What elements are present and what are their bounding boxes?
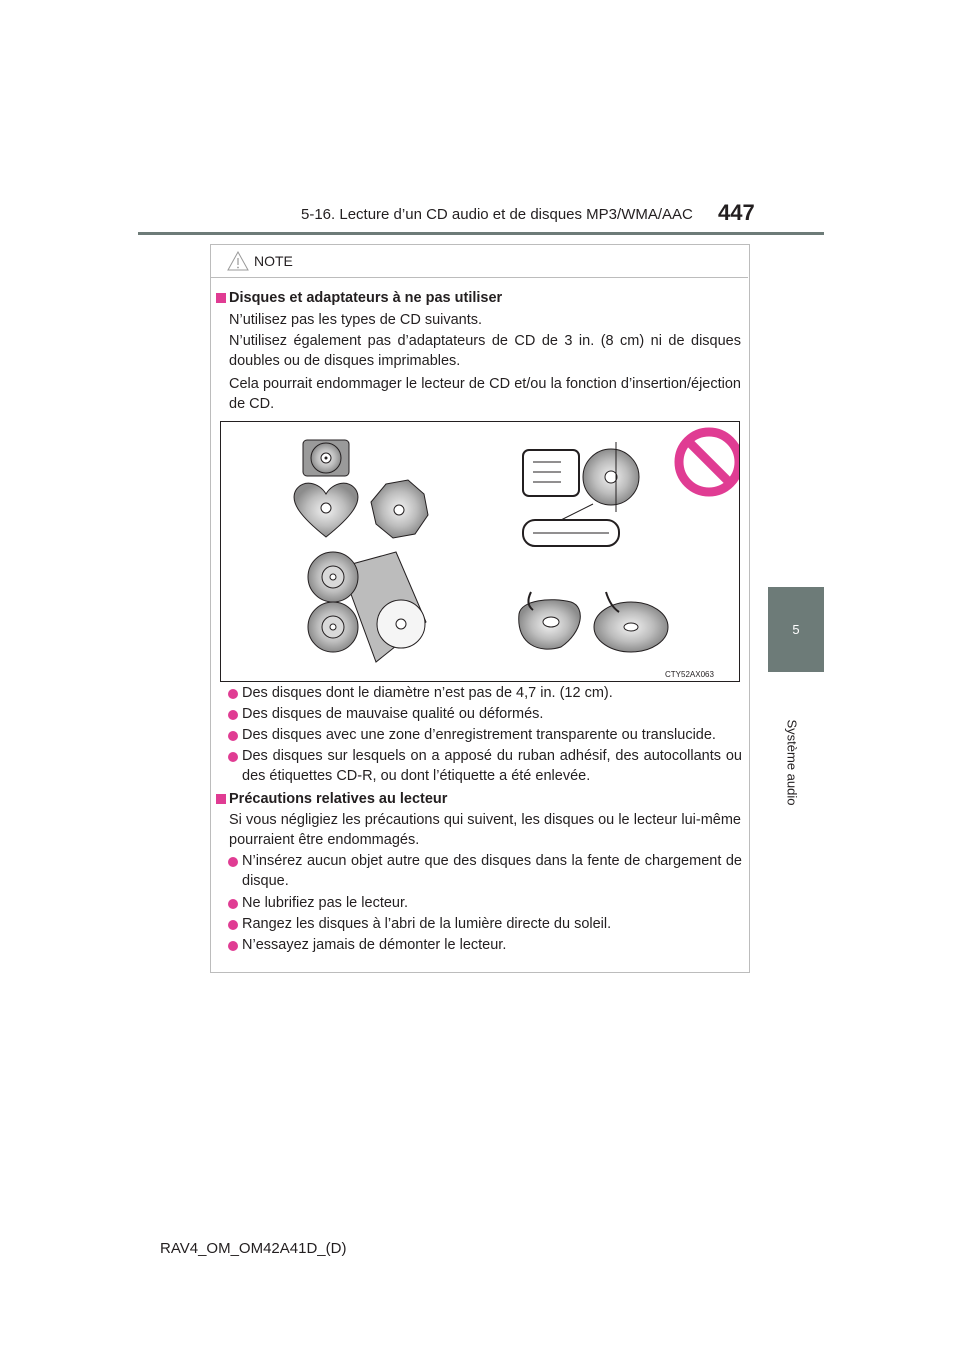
bullet-icon: [228, 899, 238, 909]
prohibited-icon: [679, 432, 739, 492]
section2-heading: Précautions relatives au lecteur: [229, 791, 448, 807]
bullet-icon: [228, 731, 238, 741]
list-item: N’essayez jamais de démonter le lecteur.: [242, 937, 507, 953]
section1-p2: N’utilisez également pas d’adaptateurs de CD de 3 in. (8 cm) ni de disques doubles ou de disques imprimables.: [229, 333, 741, 369]
list-item: N’insérez aucun objet autre que des disques dans la fente de chargement de disque.: [242, 853, 742, 889]
section-marker-icon: [216, 293, 226, 303]
list-item: Rangez les disques à l’abri de la lumière directe du soleil.: [242, 916, 612, 932]
bullet-icon: [228, 710, 238, 720]
chapter-side-label-text: Système audio: [784, 719, 800, 806]
bullet-icon: [228, 857, 238, 867]
heart-shaped-disc-icon: [294, 483, 358, 537]
page-number: 447: [718, 200, 755, 225]
section1-p1: N’utilisez pas les types de CD suivants.: [229, 312, 483, 328]
disc-with-label-detail-icon: [523, 442, 639, 546]
list-item: Des disques de mauvaise qualité ou déformés.: [242, 706, 544, 722]
adapter-discs-icon: [308, 552, 426, 662]
bullet-icon: [228, 752, 238, 762]
polygon-shaped-disc-icon: [371, 480, 428, 538]
section-marker-icon: [216, 794, 226, 804]
warped-discs-icon: [519, 592, 668, 652]
section-title: 5-16. Lecture d’un CD audio et de disques MP3/WMA/AAC: [301, 206, 693, 223]
section1-p3: Cela pourrait endommager le lecteur de CD et/ou la fonction d’insertion/éjection de CD.: [229, 376, 741, 412]
section1-heading: Disques et adaptateurs à ne pas utiliser: [229, 290, 503, 306]
bullet-icon: [228, 689, 238, 699]
figure-code: CTY52AX063: [665, 670, 714, 679]
cd-illustration-drawing: [221, 422, 739, 681]
doc-code: RAV4_OM_OM42A41D_(D): [160, 1240, 347, 1257]
cd-illustration: [220, 421, 740, 682]
list-item: Ne lubrifiez pas le lecteur.: [242, 895, 409, 911]
bullet-icon: [228, 941, 238, 951]
header-rule: [138, 232, 824, 235]
chapter-tab: 5: [768, 587, 824, 672]
warning-triangle-icon: [227, 251, 249, 271]
list-item: Des disques avec une zone d’enregistrement transparente ou translucide.: [242, 727, 716, 743]
section2-p1: Si vous négligiez les précautions qui suivent, les disques ou le lecteur lui-même pourraient être endommagés.: [229, 812, 741, 848]
chapter-side-label: [772, 680, 812, 850]
list-item: Des disques dont le diamètre n’est pas de 4,7 in. (12 cm).: [242, 685, 613, 701]
bullet-icon: [228, 920, 238, 930]
list-item: Des disques sur lesquels on a apposé du ruban adhésif, des autocollants ou des étiquettes CD-R, ou dont l’étiquette a été enlevée.: [242, 748, 742, 784]
note-label: NOTE: [254, 253, 293, 269]
small-card-disc-icon: [303, 440, 349, 476]
